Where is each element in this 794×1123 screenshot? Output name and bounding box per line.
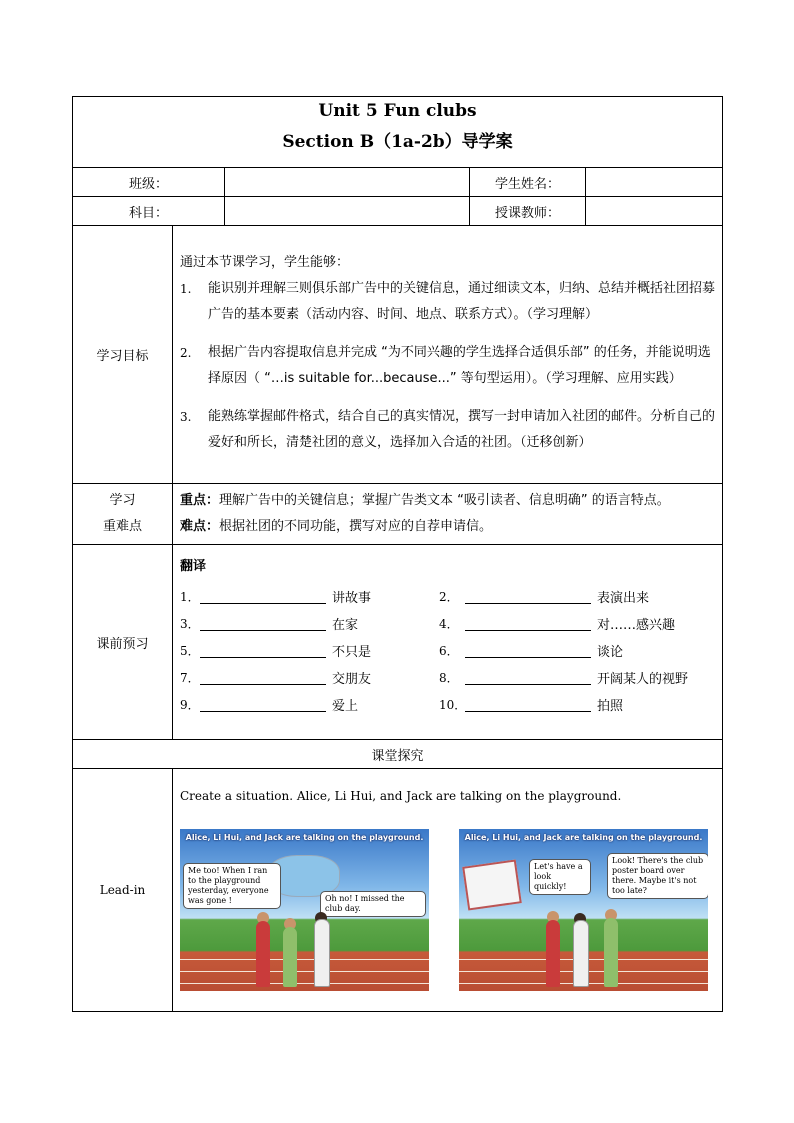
illustration-caption: Alice, Li Hui, and Jack are talking on the playground.	[185, 833, 424, 842]
item-number: 6．	[439, 643, 459, 658]
exploration-heading: 课堂探究	[73, 740, 723, 769]
speech-bubble: Let's have a look quickly!	[529, 859, 591, 895]
translation-row	[180, 583, 715, 610]
playground-illustration-2	[459, 829, 708, 991]
item-number: 4．	[439, 616, 459, 631]
item-number: 9．	[180, 697, 200, 712]
item-number: 3．	[180, 616, 200, 631]
key-point-text: 理解广告中的关键信息；掌握广告类文本 “吸引读者、信息明确” 的语言特点。	[219, 493, 670, 508]
difficult-point-line	[180, 514, 715, 540]
key-points-label-line2: 重难点	[102, 519, 142, 534]
objectives-label: 学习目标	[73, 226, 173, 484]
answer-blank[interactable]	[465, 697, 591, 712]
translation-item	[180, 614, 439, 633]
class-label: 班级：	[73, 168, 225, 197]
lead-in-label: Lead-in	[73, 769, 173, 1012]
answer-blank[interactable]	[200, 643, 326, 658]
objectives-content	[173, 226, 723, 484]
speech-bubble: Look! There's the club poster board over there. Maybe it's not too late?	[607, 853, 708, 899]
lead-in-text: Create a situation. Alice, Li Hui, and Jack are talking on the playground.	[180, 789, 622, 803]
key-point-prefix: 重点：	[180, 493, 220, 508]
objectives-row	[73, 226, 723, 484]
answer-blank[interactable]	[465, 616, 591, 631]
class-field[interactable]	[225, 168, 470, 197]
student-name-label: 学生姓名：	[470, 168, 586, 197]
student-figure	[314, 919, 330, 987]
translation-item	[180, 641, 439, 660]
study-guide-sheet	[72, 96, 722, 1012]
translation-item	[180, 668, 439, 687]
translation-row	[180, 691, 715, 718]
preview-row	[73, 545, 723, 740]
item-prompt: 谈论	[597, 644, 624, 660]
item-prompt: 不只是	[332, 644, 372, 660]
section-title: Section B（1a-2b）导学案	[282, 132, 513, 152]
objective-number: 3.	[180, 409, 192, 424]
item-number: 2．	[439, 589, 459, 604]
answer-blank[interactable]	[200, 670, 326, 685]
teacher-label: 授课教师：	[470, 197, 586, 226]
translation-item	[180, 695, 439, 714]
preview-content	[173, 545, 723, 740]
subject-label: 科目：	[73, 197, 225, 226]
objectives-intro: 通过本节课学习，学生能够：	[180, 254, 350, 270]
objective-text: 能熟练掌握邮件格式，结合自己的真实情况，撰写一封申请加入社团的邮件。分析自己的爱好和所长，清楚社团的意义，选择加入合适的社团。（迁移创新）	[208, 408, 716, 450]
item-number: 8．	[439, 670, 459, 685]
translation-row	[180, 637, 715, 664]
student-figure	[604, 918, 618, 987]
answer-blank[interactable]	[465, 589, 591, 604]
club-poster-board	[462, 859, 522, 910]
illustration-caption: Alice, Li Hui, and Jack are talking on the playground.	[464, 833, 703, 842]
answer-blank[interactable]	[200, 697, 326, 712]
translation-item	[439, 668, 709, 687]
objective-text: 能识别并理解三则俱乐部广告中的关键信息，通过细读文本，归纳、总结并概括社团招募广告的基本要素（活动内容、时间、地点、联系方式）。（学习理解）	[208, 280, 716, 322]
key-points-label-line1: 学习	[109, 493, 136, 508]
objective-text: 根据广告内容提取信息并完成 “为不同兴趣的学生选择合适俱乐部” 的任务，并能说明选择原因（ “…is suitable for...because...” 等句型运用）。（学习理解、应用实践）	[208, 344, 711, 386]
study-guide-table	[72, 96, 723, 1012]
item-prompt: 开阔某人的视野	[597, 671, 689, 687]
difficult-point-prefix: 难点：	[180, 519, 220, 534]
translation-row	[180, 610, 715, 637]
playground-illustration-1	[180, 829, 429, 991]
speech-bubble: Me too! When I ran to the playground yesterday, everyone was gone !	[183, 863, 281, 909]
item-prompt: 拍照	[597, 698, 624, 714]
student-figure	[283, 927, 297, 987]
student-figure	[546, 920, 560, 987]
student-figure	[573, 920, 589, 987]
translation-item	[439, 587, 709, 606]
student-name-field[interactable]	[586, 168, 723, 197]
key-points-row	[73, 484, 723, 545]
student-figure	[256, 921, 270, 987]
item-prompt: 在家	[332, 617, 359, 633]
answer-blank[interactable]	[465, 670, 591, 685]
translation-item	[439, 614, 709, 633]
exploration-row	[73, 740, 723, 769]
lead-in-illustrations	[180, 829, 708, 991]
info-row-2	[73, 197, 723, 226]
speech-bubble: Oh no! I missed the club day.	[320, 891, 426, 917]
item-number: 5．	[180, 643, 200, 658]
translation-item	[439, 695, 709, 714]
key-points-content	[173, 484, 723, 545]
item-number: 1．	[180, 589, 200, 604]
key-point-line	[180, 488, 715, 514]
key-points-label	[73, 484, 173, 545]
objective-number: 1.	[180, 281, 192, 296]
item-prompt: 表演出来	[597, 590, 650, 606]
answer-blank[interactable]	[200, 589, 326, 604]
translation-item	[439, 641, 709, 660]
item-prompt: 爱上	[332, 698, 359, 714]
lead-in-row	[73, 769, 723, 1012]
answer-blank[interactable]	[465, 643, 591, 658]
lead-in-content	[173, 769, 723, 1012]
unit-title: Unit 5 Fun clubs	[318, 101, 477, 121]
item-prompt: 讲故事	[332, 590, 372, 606]
translation-heading: 翻译	[180, 558, 207, 574]
item-number: 10．	[439, 697, 467, 712]
title-row	[73, 97, 723, 168]
difficult-point-text: 根据社团的不同功能，撰写对应的自荐申请信。	[219, 519, 493, 534]
translation-item	[180, 587, 439, 606]
answer-blank[interactable]	[200, 616, 326, 631]
teacher-field[interactable]	[586, 197, 723, 226]
item-prompt: 对……感兴趣	[597, 617, 676, 633]
objective-item	[180, 340, 716, 392]
item-number: 7．	[180, 670, 200, 685]
objective-item	[180, 276, 716, 328]
info-row-1	[73, 168, 723, 197]
objective-number: 2.	[180, 345, 192, 360]
translation-row	[180, 664, 715, 691]
objective-item	[180, 404, 716, 456]
subject-field[interactable]	[225, 197, 470, 226]
item-prompt: 交朋友	[332, 671, 372, 687]
preview-label: 课前预习	[73, 545, 173, 740]
